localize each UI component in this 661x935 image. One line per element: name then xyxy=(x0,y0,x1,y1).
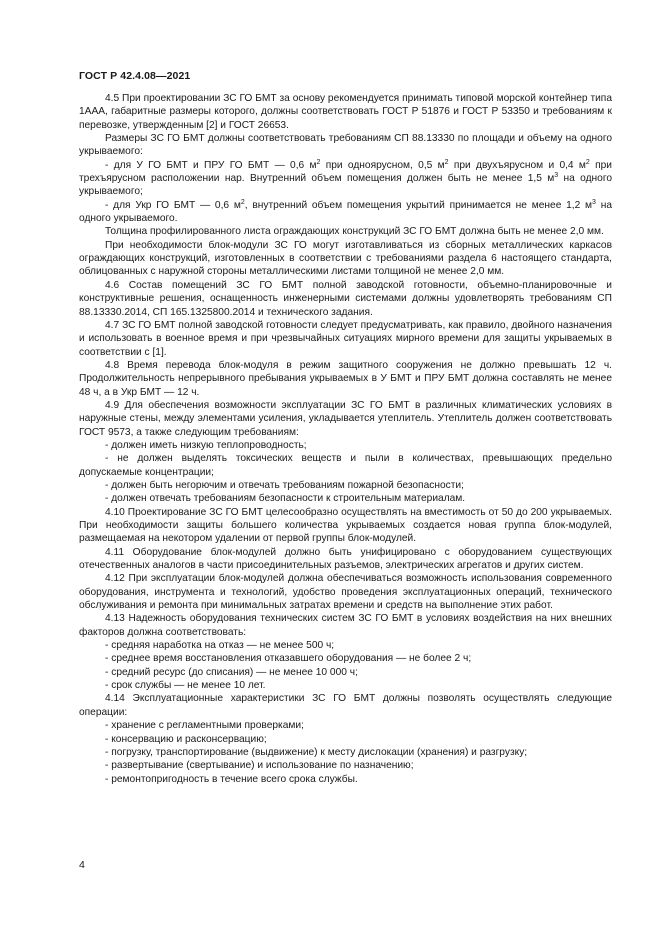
paragraph: 4.8 Время перевода блок-модуля в режим защитного сооружения не должно превышать 12 ч. Продолжительность непрерывного пребывания укрываемых в У БМТ и ПРУ БМТ должна составлять не менее 48 ч, а в Укр БМТ — 12 ч. xyxy=(79,359,612,398)
paragraph: - срок службы — не менее 10 лет. xyxy=(105,680,266,692)
paragraph: Размеры ЗС ГО БМТ должны соответствовать требованиям СП 88.13330 по площади и объему на одного укрываемого: xyxy=(79,133,612,158)
paragraph: Толщина профилированного листа ограждающих конструкций ЗС ГО БМТ должна быть не менее 2,0 мм. xyxy=(105,226,604,238)
superscript: 3 xyxy=(592,198,596,206)
paragraph: 4.5 При проектировании ЗС ГО БМТ за основу рекомендуется принимать типовой морской контейнер типа 1ААА, габаритные размеры которого, должны соответствовать ГОСТ Р 51876 и ГОСТ Р 53350 и требованиям к перевозке, утвержденным [2] и ГОСТ 26653. xyxy=(79,93,612,131)
paragraph xyxy=(79,199,612,226)
text-run: на одного укрываемого; xyxy=(79,173,612,198)
text-run: при трехъярусном расположении нар. Внутренний объем помещения должен быть не менее 1,5 м xyxy=(79,159,613,185)
document-header: ГОСТ Р 42.4.08—2021 xyxy=(79,70,191,82)
paragraph: - не должен выделять токсических веществ и пыли в количествах, превышающих предельно допускаемые концентрации; xyxy=(79,453,612,478)
superscript: 2 xyxy=(585,158,590,166)
paragraph: При необходимости блок-модули ЗС ГО могут изготавливаться из сборных металлических каркасов ограждающих конструкций, изготовленных в соответствии с требованиями раздела 6 настоящего стандарта, облицованных с наружной стороны металлическими листами толщиной не менее 2,0 мм. xyxy=(79,239,612,278)
paragraph: - средняя наработка на отказ — не менее 500 ч; xyxy=(105,640,335,652)
text-run: - для У ГО БМТ и ПРУ ГО БМТ — 0,6 м xyxy=(105,159,317,171)
page-number: 4 xyxy=(79,859,85,871)
document-body xyxy=(79,92,612,786)
superscript: 2 xyxy=(444,158,449,166)
paragraph: - развертывание (свертывание) и использование по назначению; xyxy=(105,760,414,772)
paragraph: - должен иметь низкую теплопроводность; xyxy=(105,439,307,451)
paragraph: - среднее время восстановления отказавшего оборудования — не более 2 ч; xyxy=(105,653,472,665)
paragraph: - должен отвечать требованиям безопасности к строительным материалам. xyxy=(105,493,466,505)
text-run: при одноярусном, 0,5 м xyxy=(320,159,445,171)
paragraph: 4.12 При эксплуатации блок-модулей должна обеспечиваться возможность использования современного оборудования, инструмента и технологий, удобство проведения эксплуатационных операций, технического обслуживания и ремонта при минимальных затратах времени и средств на выполнение этих работ. xyxy=(79,573,612,612)
paragraph: 4.7 ЗС ГО БМТ полной заводской готовности следует предусматривать, как правило, двойного назначения и использовать в военное время и при чрезвычайных ситуациях мирного времени для защиты укрываемых в соответствии с [1]. xyxy=(79,319,612,358)
superscript: 3 xyxy=(554,172,559,180)
text-run: на одного укрываемого. xyxy=(79,199,613,225)
text-run: при двухъярусном и 0,4 м xyxy=(448,159,586,171)
paragraph: - должен быть негорючим и отвечать требованиям пожарной безопасности; xyxy=(105,479,464,491)
paragraph: 4.9 Для обеспечения возможности эксплуатации ЗС ГО БМТ в различных климатических условиях в наружные стены, между элементами усиления, укладывается утеплитель. Утеплитель должен соответствовать ГОСТ 9573, а также следующим требованиям: xyxy=(79,399,612,438)
paragraph: - погрузку, транспортирование (выдвижение) к месту дислокации (хранения) и разгрузку; xyxy=(105,746,528,758)
paragraph: - хранение с регламентными проверками; xyxy=(105,720,304,732)
paragraph: - консервацию и расконсервацию; xyxy=(105,733,267,745)
paragraph: 4.14 Эксплуатационные характеристики ЗС ГО БМТ должны позволять осуществлять следующие операции: xyxy=(79,693,612,718)
superscript: 2 xyxy=(316,158,321,166)
paragraph xyxy=(79,159,612,199)
paragraph: - средний ресурс (до списания) — не менее 10 000 ч; xyxy=(105,666,358,678)
paragraph: 4.10 Проектирование ЗС ГО БМТ целесообразно осуществлять на вместимость от 50 до 200 укрываемых. При необходимости защиты большего количества укрываемых создается новая группа блок-модулей, размещаемая на некотором удалении от первой группы блок-модулей. xyxy=(79,506,612,545)
paragraph: 4.11 Оборудование блок-модулей должно быть унифицировано с оборудованием существующих отечественных аналогов в части присоединительных разъемов, электрических агрегатов и других систем. xyxy=(79,546,612,572)
paragraph: 4.13 Надежность оборудования технических систем ЗС ГО БМТ в условиях воздействия на них внешних факторов должна соответствовать: xyxy=(79,613,612,638)
text-run: , внутренний объем помещения укрытий принимается не менее 1,2 м xyxy=(244,199,593,211)
paragraph: 4.6 Состав помещений ЗС ГО БМТ полной заводской готовности, объемно-планировочные и конструктивные решения, оснащенность инженерными системами должны удовлетворять требованиям СП 88.13330.2014, СП 165.1325800.2014 и технического задания. xyxy=(79,279,612,318)
superscript: 2 xyxy=(240,198,245,206)
text-run: - для Укр ГО БМТ — 0,6 м xyxy=(105,199,241,211)
paragraph: - ремонтопригодность в течение всего срока службы. xyxy=(105,773,358,785)
